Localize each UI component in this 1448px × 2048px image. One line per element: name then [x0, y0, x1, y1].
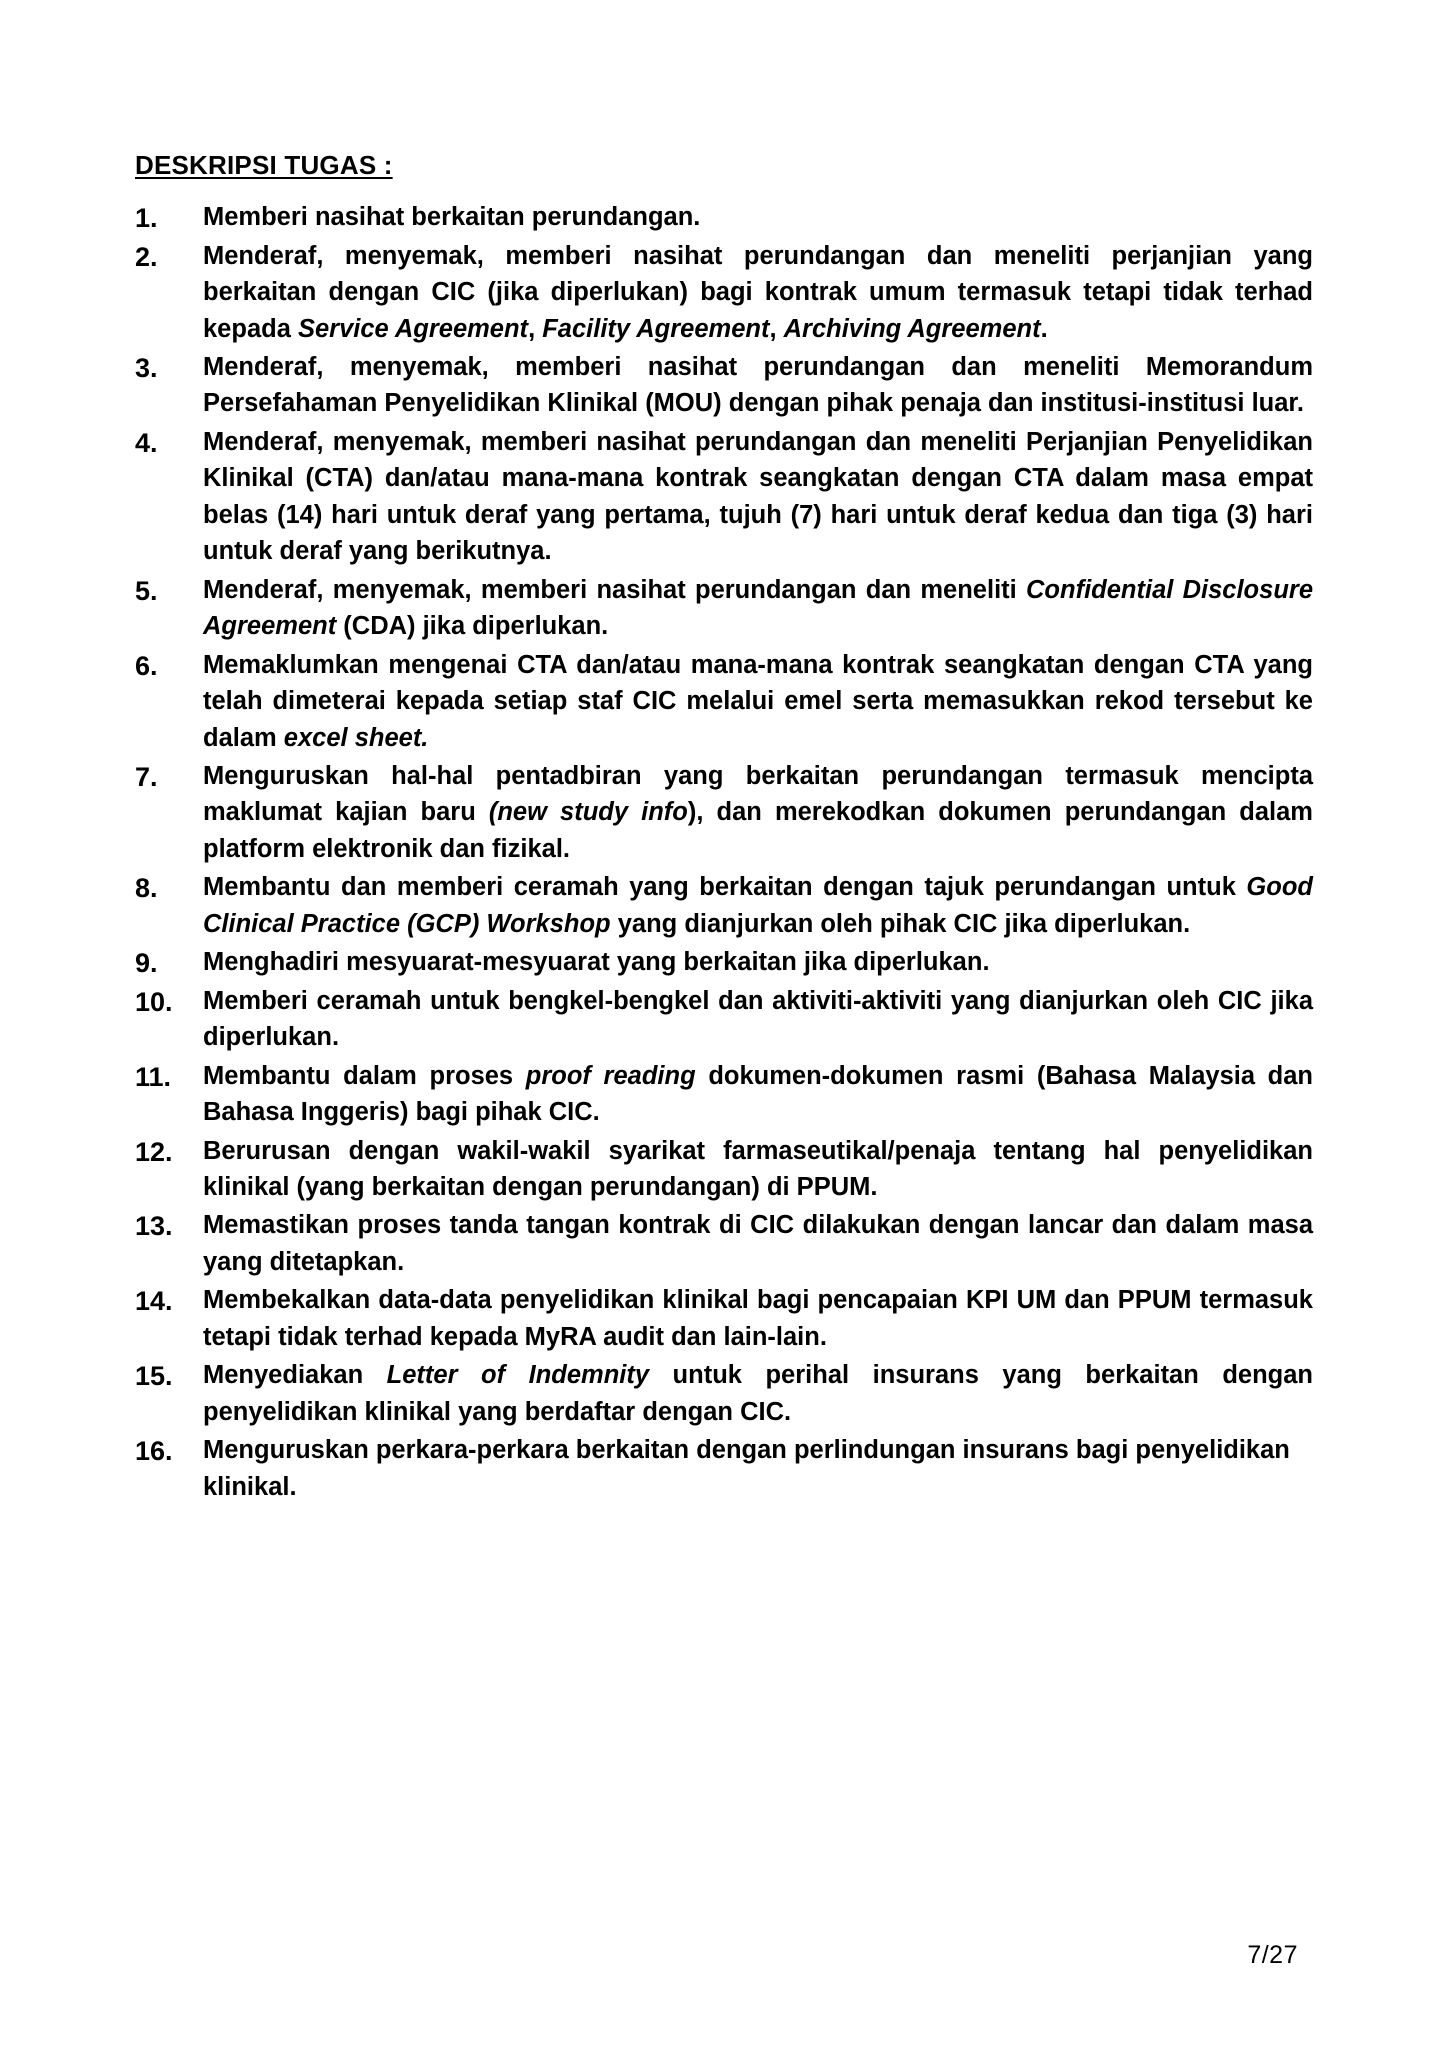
list-item-text: Menguruskan perkara-perkara berkaitan dengan perlindungan insurans bagi penyelidikan klinikal.	[203, 1436, 1290, 1501]
list-item-text: Memberi ceramah untuk bengkel-bengkel dan aktiviti-aktiviti yang dianjurkan oleh CIC jika diperlukan.	[203, 986, 1313, 1052]
list-item	[135, 1133, 1313, 1206]
list-item-text: Berurusan dengan wakil-wakil syarikat farmaseutikal/penaja tentang hal penyelidikan klinikal (yang berkaitan dengan perundangan) di PPUM.	[203, 1136, 1313, 1201]
list-item	[135, 349, 1313, 422]
list-item-text: Memberi nasihat berkaitan perundangan.	[203, 203, 701, 232]
task-description-list	[135, 199, 1313, 1505]
list-item	[135, 199, 1313, 235]
list-item	[135, 572, 1313, 645]
list-item	[135, 647, 1313, 756]
list-item-text: Membantu dan memberi ceramah yang berkaitan dengan tajuk perundangan untuk Good Clinical Practice (GCP) Workshop yang dianjurkan oleh pihak CIC jika diperlukan.	[203, 873, 1313, 938]
list-item	[135, 1058, 1313, 1131]
list-item-text: Menderaf, menyemak, memberi nasihat perundangan dan meneliti Memorandum Persefahaman Penyelidikan Klinikal (MOU) dengan pihak penaja dan institusi-institusi luar.	[203, 353, 1313, 418]
list-item	[135, 758, 1313, 867]
list-item-text: Memaklumkan mengenai CTA dan/atau mana-mana kontrak seangkatan dengan CTA yang telah dimeterai kepada setiap staf CIC melalui emel serta memasukkan rekod tersebut ke dalam excel sheet.	[203, 650, 1313, 752]
list-item-text: Membekalkan data-data penyelidikan klinikal bagi pencapaian KPI UM dan PPUM termasuk tetapi tidak terhad kepada MyRA audit dan lain-lain.	[203, 1286, 1313, 1351]
list-item	[135, 1357, 1313, 1430]
list-item-text: Memastikan proses tanda tangan kontrak di CIC dilakukan dengan lancar dan dalam masa yang ditetapkan.	[203, 1211, 1313, 1276]
list-item	[135, 944, 1313, 980]
list-item	[135, 1207, 1313, 1280]
list-item-text: Menghadiri mesyuarat-mesyuarat yang berkaitan jika diperlukan.	[203, 948, 990, 977]
list-item	[135, 238, 1313, 347]
list-item-text: Menguruskan hal-hal pentadbiran yang berkaitan perundangan termasuk mencipta maklumat kajian baru (new study info), dan merekodkan dokumen perundangan dalam platform elektronik dan fizikal.	[203, 761, 1313, 863]
page-number: 7/27	[1247, 1941, 1298, 1969]
list-item-text: Menyediakan Letter of Indemnity untuk perihal insurans yang berkaitan dengan penyelidikan klinikal yang berdaftar dengan CIC.	[203, 1361, 1314, 1426]
list-item-text: Menderaf, menyemak, memberi nasihat perundangan dan meneliti Perjanjian Penyelidikan Klinikal (CTA) dan/atau mana-mana kontrak seangkatan dengan CTA dalam masa empat belas (14) hari untuk deraf yang pertama, tujuh (7) hari untuk deraf kedua dan tiga (3) hari untuk deraf yang berikutnya.	[203, 427, 1313, 566]
list-item	[135, 869, 1313, 942]
list-item-text: Membantu dalam proses proof reading dokumen-dokumen rasmi (Bahasa Malaysia dan Bahasa Inggeris) bagi pihak CIC.	[203, 1061, 1313, 1127]
list-item	[135, 424, 1313, 570]
list-item	[135, 1432, 1313, 1505]
page-title: DESKRIPSI TUGAS :	[135, 150, 393, 180]
list-item-text: Menderaf, menyemak, memberi nasihat perundangan dan meneliti perjanjian yang berkaitan dengan CIC (jika diperlukan) bagi kontrak umum termasuk tetapi tidak terhad kepada Service Agreement, Facility Agreement, Archiving Agreement.	[203, 241, 1313, 343]
list-item	[135, 983, 1313, 1056]
list-item	[135, 1282, 1313, 1355]
list-item-text: Menderaf, menyemak, memberi nasihat perundangan dan meneliti Confidential Disclosure Agreement (CDA) jika diperlukan.	[203, 575, 1313, 641]
